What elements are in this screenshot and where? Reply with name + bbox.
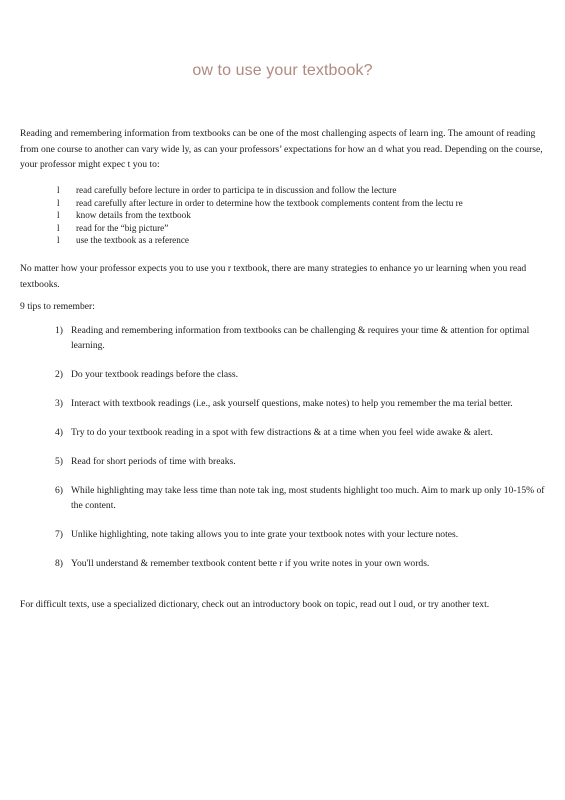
- tip-number: 1): [55, 325, 63, 336]
- tip-number: 2): [55, 369, 63, 380]
- tip-number: 3): [55, 398, 63, 409]
- tip-text: Do your textbook readings before the class.: [71, 369, 239, 380]
- expectations-list: [57, 184, 537, 247]
- list-item: [57, 209, 537, 222]
- intro-paragraph: Reading and remembering information from textbooks can be one of the most challenging aspects of learn ing. The amount of reading from one course to another can vary wide ly, as can your professors’ expectations for how an d what you read. Depending on the course, your professor might expec t you to:: [20, 128, 543, 170]
- bullet-marker: l: [57, 210, 60, 221]
- tip-item: [20, 323, 545, 353]
- tip-item: [20, 527, 545, 542]
- tip-text: While highlighting may take less time than note tak ing, most students highlight too much. Aim to mark up only 10-15% of the content.: [71, 485, 545, 511]
- closing-paragraph: For difficult texts, use a specialized dictionary, check out an introductory book on topic, read out l oud, or try another text.: [20, 599, 490, 610]
- list-item-text: know details from the textbook: [76, 210, 191, 221]
- tip-item: [20, 556, 545, 571]
- list-item: [57, 184, 537, 197]
- tips-heading: 9 tips to remember:: [20, 301, 95, 312]
- list-item-text: read carefully after lecture in order to determine how the textbook complements content from the lectu re: [76, 197, 463, 208]
- tip-text: You'll understand & remember textbook content bette r if you write notes in your own words.: [71, 558, 430, 569]
- list-item-text: use the textbook as a reference: [76, 235, 189, 246]
- tip-text: Interact with textbook readings (i.e., ask yourself questions, make notes) to help you remember the ma terial better.: [71, 398, 513, 409]
- tip-text: Read for short periods of time with breaks.: [71, 456, 236, 467]
- list-item: [57, 234, 537, 247]
- list-item: [57, 222, 537, 235]
- tips-list: [20, 323, 545, 585]
- tip-item: [20, 454, 545, 469]
- tip-item: [20, 483, 545, 513]
- list-item-text: read for the “big picture”: [76, 222, 169, 233]
- bullet-marker: l: [57, 197, 60, 208]
- tip-text: Try to do your textbook reading in a spot with few distractions & at a time when you feel wide awake & alert.: [71, 427, 493, 438]
- page-title: ow to use your textbook?: [192, 62, 373, 79]
- tip-text: Unlike highlighting, note taking allows you to inte grate your textbook notes with your lecture notes.: [71, 529, 459, 540]
- tip-number: 6): [55, 485, 63, 496]
- tip-number: 5): [55, 456, 63, 467]
- tip-number: 8): [55, 558, 63, 569]
- tip-text: Reading and remembering information from textbooks can be challenging & requires your time & attention for optimal learning.: [71, 325, 530, 351]
- bullet-marker: l: [57, 235, 60, 246]
- bullet-marker: l: [57, 222, 60, 233]
- list-item: [57, 197, 537, 210]
- tip-item: [20, 367, 545, 382]
- tip-number: 4): [55, 427, 63, 438]
- bullet-marker: l: [57, 185, 60, 195]
- tip-item: [20, 425, 545, 440]
- tip-number: 7): [55, 529, 63, 540]
- tip-item: [20, 396, 545, 411]
- list-item-text: read carefully before lecture in order to participa te in discussion and follow the lecture: [76, 185, 397, 195]
- strategies-paragraph: No matter how your professor expects you to use you r textbook, there are many strategies to enhance yo ur learning when you read textbooks.: [20, 263, 527, 290]
